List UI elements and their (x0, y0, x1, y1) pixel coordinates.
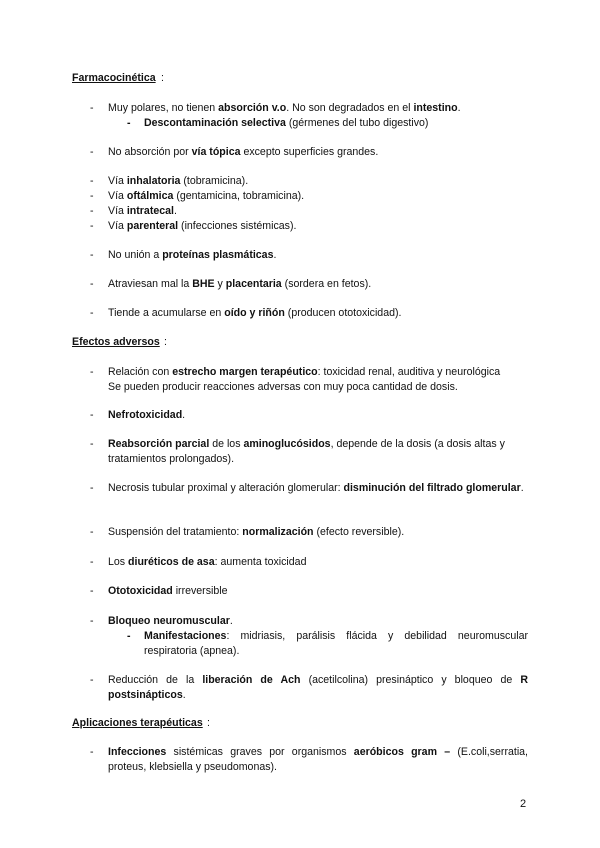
section-heading-farmacocinetica: Farmacocinética (72, 72, 156, 84)
list-item: Los diuréticos de asa: aumenta toxicidad (108, 556, 307, 568)
bullet-dash: - (90, 146, 94, 158)
bullet-dash: - (90, 526, 94, 538)
heading-colon: : (161, 72, 164, 84)
list-item: Vía parenteral (infecciones sistémicas). (108, 220, 297, 232)
bullet-dash: - (90, 556, 94, 568)
list-item: No absorción por vía tópica excepto superficies grandes. (108, 146, 379, 158)
list-item: Reabsorción parcial de los aminoglucósidos, depende de la dosis (a dosis altas y tratamientos prolongados). (108, 438, 505, 465)
bullet-dash: - (90, 438, 94, 450)
section-heading-aplicaciones: Aplicaciones terapéuticas (72, 717, 203, 729)
bullet-dash: - (90, 482, 94, 494)
list-item: Bloqueo neuromuscular. (108, 615, 233, 627)
bullet-dash: - (90, 615, 94, 627)
sub-list-item: Descontaminación selectiva (gérmenes del tubo digestivo) (144, 117, 429, 129)
list-item: Reducción de la liberación de Ach (acetilcolina) presináptico y bloqueo de R postsinápticos. (108, 674, 528, 701)
sub-list-item: Manifestaciones: midriasis, parálisis flácida y debilidad neuromuscular respiratoria (apnea). (144, 630, 528, 657)
heading-colon: : (164, 336, 167, 348)
heading-colon: : (207, 717, 210, 729)
list-item: Atraviesan mal la BHE y placentaria (sordera en fetos). (108, 278, 372, 290)
bullet-dash: - (90, 175, 94, 187)
section-heading-efectos-adversos: Efectos adversos (72, 336, 160, 348)
bullet-dash: - (90, 307, 94, 319)
list-item: Suspensión del tratamiento: normalización (efecto reversible). (108, 526, 405, 538)
list-item: Vía oftálmica (gentamicina, tobramicina). (108, 190, 305, 202)
bullet-dash: - (90, 674, 94, 686)
bullet-dash: - (90, 190, 94, 202)
bullet-dash: - (90, 220, 94, 232)
bullet-dash: - (90, 102, 94, 114)
list-item: Necrosis tubular proximal y alteración glomerular: disminución del filtrado glomerular. (108, 482, 524, 494)
list-item: Vía inhalatoria (tobramicina). (108, 175, 249, 187)
list-item: Infecciones sistémicas graves por organismos aeróbicos gram – (E.coli,serratia, proteus, klebsiella y pseudomonas). (108, 746, 529, 773)
bullet-dash: - (90, 205, 94, 217)
list-item: Tiende a acumularse en oído y riñón (producen ototoxicidad). (108, 307, 402, 319)
page-number: 2 (520, 798, 527, 810)
sub-bullet-dash: - (127, 630, 131, 642)
list-item: Nefrotoxicidad. (108, 409, 186, 421)
list-item: Muy polares, no tienen absorción v.o. No son degradados en el intestino. (108, 102, 461, 114)
bullet-dash: - (90, 366, 94, 378)
bullet-dash: - (90, 585, 94, 597)
list-item: Ototoxicidad irreversible (108, 585, 228, 597)
list-item: No unión a proteínas plasmáticas. (108, 249, 277, 261)
bullet-dash: - (90, 409, 94, 421)
list-item: Vía intratecal. (108, 205, 177, 217)
bullet-dash: - (90, 249, 94, 261)
sub-bullet-dash: - (127, 117, 131, 129)
list-item: Relación con estrecho margen terapéutico: toxicidad renal, auditiva y neurológica Se pueden producir reacciones adversas con muy poca cantidad de dosis. (108, 366, 501, 393)
bullet-dash: - (90, 278, 94, 290)
bullet-dash: - (90, 746, 94, 758)
